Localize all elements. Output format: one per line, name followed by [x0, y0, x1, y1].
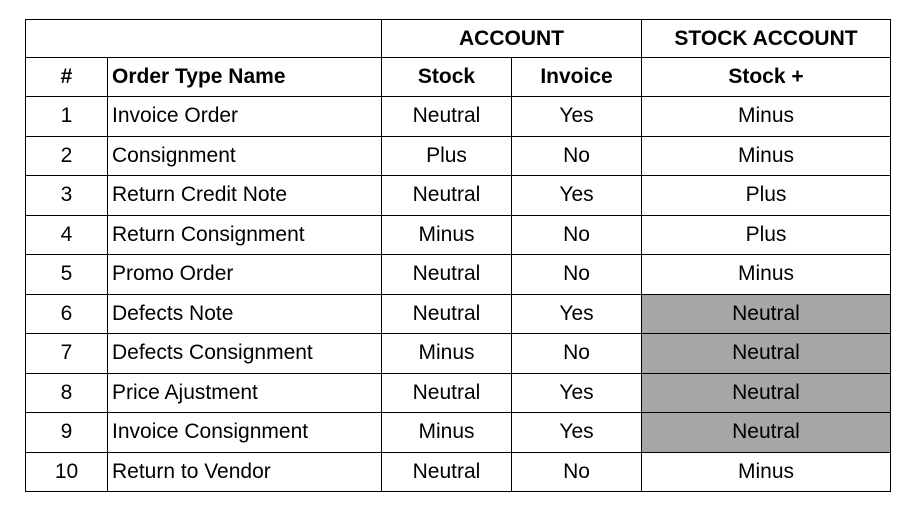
- stock-plus-cell: Plus: [642, 176, 891, 216]
- table-row: [26, 294, 891, 334]
- table-row: [26, 452, 891, 492]
- stock-cell: Neutral: [382, 373, 512, 413]
- stock-cell: Minus: [382, 334, 512, 374]
- account-group-header: ACCOUNT: [382, 20, 642, 58]
- row-number-cell: 1: [26, 97, 108, 137]
- row-number-cell: 8: [26, 373, 108, 413]
- row-number-cell: 6: [26, 294, 108, 334]
- table-row: [26, 215, 891, 255]
- table-row: [26, 373, 891, 413]
- group-header-row: [26, 20, 891, 58]
- table-row: [26, 176, 891, 216]
- order-type-name-cell: Defects Note: [108, 294, 382, 334]
- invoice-cell: Yes: [512, 97, 642, 137]
- row-number-cell: 7: [26, 334, 108, 374]
- invoice-cell: No: [512, 255, 642, 295]
- table-row: [26, 97, 891, 137]
- order-type-name-cell: Defects Consignment: [108, 334, 382, 374]
- stock-plus-cell-highlighted: Neutral: [642, 294, 891, 334]
- stock-cell: Neutral: [382, 97, 512, 137]
- stock-plus-cell: Minus: [642, 97, 891, 137]
- row-number-cell: 3: [26, 176, 108, 216]
- row-number-cell: 4: [26, 215, 108, 255]
- stock-cell: Plus: [382, 136, 512, 176]
- order-type-name-cell: Invoice Order: [108, 97, 382, 137]
- stock-cell: Neutral: [382, 176, 512, 216]
- stock-plus-cell: Minus: [642, 136, 891, 176]
- column-header-order-type-name: Order Type Name: [108, 58, 382, 97]
- invoice-cell: Yes: [512, 294, 642, 334]
- row-number-cell: 2: [26, 136, 108, 176]
- stock-plus-cell-highlighted: Neutral: [642, 373, 891, 413]
- row-number-cell: 10: [26, 452, 108, 492]
- stock-cell: Minus: [382, 215, 512, 255]
- row-number-cell: 5: [26, 255, 108, 295]
- order-type-table: [25, 19, 891, 492]
- column-header-stock: Stock: [382, 58, 512, 97]
- table-row: [26, 255, 891, 295]
- invoice-cell: No: [512, 215, 642, 255]
- order-type-name-cell: Invoice Consignment: [108, 413, 382, 453]
- stock-plus-cell-highlighted: Neutral: [642, 334, 891, 374]
- order-type-name-cell: Price Ajustment: [108, 373, 382, 413]
- invoice-cell: Yes: [512, 176, 642, 216]
- stock-cell: Neutral: [382, 452, 512, 492]
- column-header-stock-plus: Stock +: [642, 58, 891, 97]
- stock-plus-cell: Minus: [642, 452, 891, 492]
- column-header-num: #: [26, 58, 108, 97]
- stock-cell: Minus: [382, 413, 512, 453]
- order-type-name-cell: Return Credit Note: [108, 176, 382, 216]
- table-row: [26, 136, 891, 176]
- stock-account-group-header: STOCK ACCOUNT: [642, 20, 891, 58]
- invoice-cell: No: [512, 136, 642, 176]
- column-header-invoice: Invoice: [512, 58, 642, 97]
- order-type-name-cell: Return to Vendor: [108, 452, 382, 492]
- invoice-cell: No: [512, 334, 642, 374]
- invoice-cell: Yes: [512, 413, 642, 453]
- stock-plus-cell: Plus: [642, 215, 891, 255]
- table-row: [26, 334, 891, 374]
- table-body: [26, 97, 891, 492]
- stock-cell: Neutral: [382, 294, 512, 334]
- stock-plus-cell: Minus: [642, 255, 891, 295]
- table-row: [26, 413, 891, 453]
- invoice-cell: Yes: [512, 373, 642, 413]
- order-type-name-cell: Consignment: [108, 136, 382, 176]
- stock-cell: Neutral: [382, 255, 512, 295]
- blank-corner-cell: [26, 20, 382, 58]
- order-type-name-cell: Return Consignment: [108, 215, 382, 255]
- row-number-cell: 9: [26, 413, 108, 453]
- stock-plus-cell-highlighted: Neutral: [642, 413, 891, 453]
- order-type-name-cell: Promo Order: [108, 255, 382, 295]
- column-header-row: [26, 58, 891, 97]
- invoice-cell: No: [512, 452, 642, 492]
